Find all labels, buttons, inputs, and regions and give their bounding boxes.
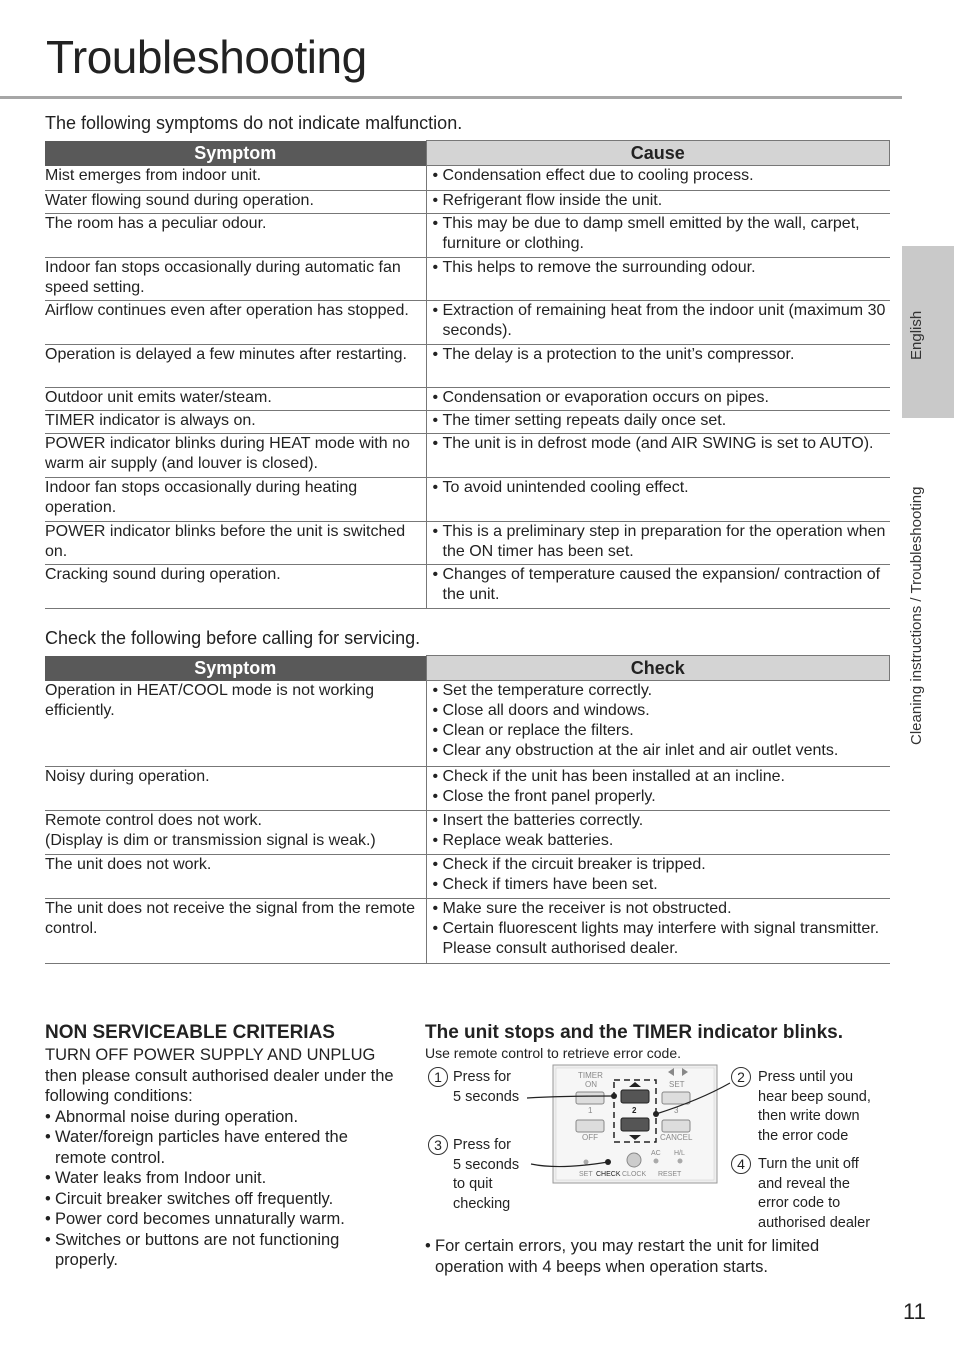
bullet-dot: • [45, 1189, 51, 1208]
symptom-cell: Cracking sound during operation. [45, 565, 426, 609]
check-bullet-text: Certain fluorescent lights may interfere with signal transmitter. Please consult authorised dealer. [442, 920, 880, 957]
check-bullet-text: Insert the batteries correctly. [442, 812, 644, 829]
callout-line-2 [656, 1083, 730, 1114]
non-serviceable-item-text: Water/foreign particles have entered the remote control. [55, 1128, 348, 1167]
symptom-cell: TIMER indicator is always on. [45, 411, 426, 434]
bullet-dot: • [432, 788, 439, 805]
check-bullet-text: Make sure the receiver is not obstructed. [442, 900, 732, 917]
bullet-dot: • [45, 1210, 51, 1228]
table1-header-cause: Cause [426, 141, 890, 166]
step-1-number: 1 [428, 1067, 448, 1087]
step-4-text: Turn the unit off and reveal the error code to authorised dealer [758, 1156, 871, 1231]
timer-blink-title: The unit stops and the TIMER indicator blinks. [425, 1022, 844, 1043]
callout-line-1 [527, 1096, 614, 1098]
bullet-dot: • [432, 722, 439, 739]
timer-blink-note: • For certain errors, you may restart the unit for limited operation with 4 beeps when operation starts. [425, 1236, 885, 1277]
bullet-dot: • [432, 768, 439, 785]
bullet-dot: • [432, 435, 439, 452]
bullet-dot: • [432, 523, 439, 540]
remote-label-set: SET [669, 1080, 685, 1089]
bullet-dot: • [432, 920, 439, 937]
step-2-text: Press until you hear beep sound, then write down the error code [758, 1069, 871, 1144]
cause-bullet-text: The timer setting repeats daily once set. [442, 412, 727, 429]
bullet-dot: • [432, 832, 439, 849]
symptom-cell: The room has a peculiar odour. [45, 214, 426, 258]
bullet-dot: • [432, 682, 439, 699]
bullet-dot: • [432, 192, 439, 209]
table2-header-symptom: Symptom [45, 656, 426, 681]
step-4-number: 4 [731, 1154, 751, 1174]
cause-bullet-text: Extraction of remaining heat from the indoor unit (maximum 30 seconds). [442, 302, 886, 339]
cause-bullet-text: Condensation or evaporation occurs on pipes. [442, 389, 769, 406]
bullet-dot: • [45, 1128, 51, 1146]
remote-label-cancel: CANCEL [660, 1133, 693, 1142]
page-number: 11 [903, 1299, 926, 1324]
check-bullet-text: Close the front panel properly. [442, 788, 656, 805]
bullet-dot: • [432, 389, 439, 406]
symptom-cell: The unit does not receive the signal from the remote control. [45, 899, 426, 964]
cause-bullet-text: Changes of temperature caused the expansion/ contraction of the unit. [442, 566, 881, 603]
check-bullet-text: Check if the circuit breaker is tripped. [442, 856, 706, 873]
bullet-dot: • [432, 346, 439, 363]
symptom-cell: Operation is delayed a few minutes after restarting. [45, 345, 426, 388]
cause-bullet-text: To avoid unintended cooling effect. [442, 479, 689, 496]
timer-blink-note-text: For certain errors, you may restart the unit for limited operation with 4 beeps when operation starts. [435, 1237, 820, 1276]
bullet-dot: • [432, 479, 439, 496]
cause-bullet-text: The unit is in defrost mode (and AIR SWING is set to AUTO). [442, 435, 874, 452]
bullet-dot: • [432, 566, 439, 583]
symptom-cell: Water flowing sound during operation. [45, 191, 426, 214]
symptom-cell: Noisy during operation. [45, 767, 426, 811]
symptom-cell: The unit does not work. [45, 855, 426, 899]
symptom-cell: Indoor fan stops occasionally during heating operation. [45, 478, 426, 522]
check-bullet-text: Set the temperature correctly. [442, 682, 653, 699]
remote-label-ac: AC [651, 1150, 661, 1157]
bullet-dot: • [45, 1169, 51, 1187]
remote-label-timer: TIMER [578, 1071, 603, 1080]
bullet-dot: • [432, 702, 439, 719]
bullet-dot: • [432, 812, 439, 829]
table1-header-symptom: Symptom [45, 141, 426, 166]
cause-bullet-text: This is a preliminary step in preparation for the operation when the ON timer has been set. [442, 523, 886, 560]
non-serviceable-intro: TURN OFF POWER SUPPLY AND UNPLUG then please consult authorised dealer under the following conditions: [45, 1046, 394, 1105]
check-bullet-text: Clear any obstruction at the air inlet and air outlet vents. [442, 742, 839, 759]
callout-line-3 [531, 1162, 608, 1167]
side-tab-section: Cleaning instructions / Troubleshooting [908, 486, 925, 745]
non-serviceable-item-text: Circuit breaker switches off frequently. [55, 1189, 334, 1208]
check-bullet-text: Check if the unit has been installed at an incline. [442, 768, 785, 785]
side-tab-language: English [908, 310, 925, 360]
cause-bullet-text: This may be due to damp smell emitted by the wall, carpet, furniture or clothing. [442, 215, 860, 252]
bullet-dot: • [45, 1230, 51, 1249]
cause-bullet-text: Refrigerant flow inside the unit. [442, 192, 663, 209]
step-1-text: Press for 5 seconds [453, 1069, 520, 1105]
bullet-dot: • [432, 167, 439, 184]
bullet-dot: • [432, 302, 439, 319]
page-title: Troubleshooting [46, 31, 367, 83]
check-bullet-text: Clean or replace the filters. [442, 722, 634, 739]
remote-label-hl: H/L [674, 1150, 685, 1157]
non-serviceable-item-text: Water leaks from Indoor unit. [55, 1169, 267, 1187]
check-bullet-text: Close all doors and windows. [442, 702, 650, 719]
bullet-dot: • [432, 412, 439, 429]
step-2-number: 2 [731, 1067, 751, 1087]
symptom-cell: Indoor fan stops occasionally during automatic fan speed setting. [45, 258, 426, 301]
symptom-cell: Airflow continues even after operation has stopped. [45, 301, 426, 345]
remote-label-set2: SET [579, 1171, 593, 1178]
non-serviceable-item-text: Abnormal noise during operation. [55, 1107, 299, 1126]
remote-label-1: 1 [588, 1106, 593, 1115]
step-3-number: 3 [428, 1135, 448, 1155]
non-serviceable-title: NON SERVICEABLE CRITERIAS [45, 1022, 335, 1043]
symptom-cell: Mist emerges from indoor unit. [45, 166, 426, 191]
symptom-cell: Remote control does not work. (Display is dim or transmission signal is weak.) [45, 811, 426, 855]
bullet-dot: • [432, 259, 439, 276]
step-3-text: Press for 5 seconds to quit checking [453, 1137, 520, 1212]
symptom-cell: POWER indicator blinks during HEAT mode with no warm air supply (and louver is closed). [45, 434, 426, 478]
check-bullet-text: Replace weak batteries. [442, 832, 614, 849]
remote-label-3: 3 [674, 1106, 679, 1115]
cause-bullet-text: This helps to remove the surrounding odour. [442, 259, 756, 276]
bullet-dot: • [432, 876, 439, 893]
cause-bullet-text: Condensation effect due to cooling process. [442, 167, 754, 184]
check-bullet-text: Check if timers have been set. [442, 876, 658, 893]
symptom-cell: Operation in HEAT/COOL mode is not working efficiently. [45, 681, 426, 767]
bullet-dot: • [432, 742, 439, 759]
cause-bullet-text: The delay is a protection to the unit’s compressor. [442, 346, 795, 363]
table2-header-check: Check [426, 656, 890, 681]
remote-label-clock: CLOCK [622, 1171, 647, 1178]
table2-intro: Check the following before calling for servicing. [45, 628, 421, 648]
bullet-dot: • [45, 1107, 51, 1126]
bullet-dot: • [432, 856, 439, 873]
remote-label-reset: RESET [658, 1171, 682, 1178]
remote-label-2: 2 [632, 1106, 637, 1115]
remote-label-off: OFF [582, 1133, 598, 1142]
symptom-cell: Outdoor unit emits water/steam. [45, 388, 426, 411]
non-serviceable-item-text: Power cord becomes unnaturally warm. [55, 1210, 345, 1228]
timer-blink-subtitle: Use remote control to retrieve error code. [425, 1045, 681, 1061]
table1-intro: The following symptoms do not indicate malfunction. [45, 113, 463, 133]
remote-label-check: CHECK [596, 1171, 621, 1178]
bullet-dot: • [432, 215, 439, 232]
remote-label-on: ON [585, 1080, 597, 1089]
bullet-dot: • [432, 900, 439, 917]
non-serviceable-item-text: Switches or buttons are not functioning properly. [55, 1230, 340, 1269]
symptom-cell: POWER indicator blinks before the unit is switched on. [45, 522, 426, 565]
